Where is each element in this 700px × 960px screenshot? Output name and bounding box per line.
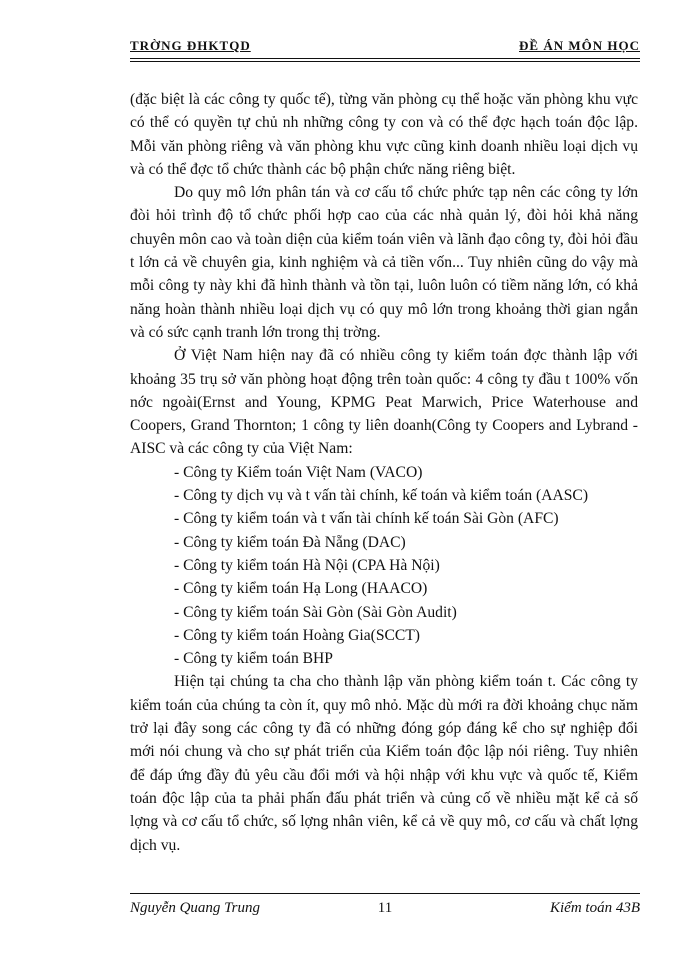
company-list <box>130 461 638 671</box>
list-item: - Công ty kiểm toán Hoàng Gia(SCCT) <box>174 626 421 644</box>
paragraph-1: (đặc biệt là các công ty quốc tế), từng văn phòng cụ thể hoặc văn phòng khu vực có thể có quyền tự chủ nh những công ty con và có thể đợc hạch toán độc lập. Mỗi văn phòng riêng và văn phòng khu vực cũng kinh doanh nhiều loại dịch vụ và có thể đợc tổ chức thành các bộ phận chức năng riêng biệt. <box>130 91 638 178</box>
list-item: - Công ty kiểm toán Hạ Long (HAACO) <box>174 580 428 598</box>
list-item: - Công ty kiểm toán Đà Nẵng (DAC) <box>174 533 406 551</box>
list-item: - Công ty dịch vụ và t vấn tài chính, kế toán và kiểm toán (AASC) <box>174 487 589 505</box>
list-item: - Công ty Kiểm toán Việt Nam (VACO) <box>174 463 423 481</box>
document-body <box>130 88 638 857</box>
list-item: - Công ty kiểm toán BHP <box>174 650 333 668</box>
list-item: - Công ty kiểm toán Sài Gòn (Sài Gòn Audit) <box>174 603 457 621</box>
page-header <box>130 38 640 60</box>
paragraph-2: Do quy mô lớn phân tán và cơ cấu tổ chức phức tạp nên các công ty lớn đòi hỏi trình độ tổ chức phối hợp cao của các nhà quản lý, đòi hỏi khả năng chuyên môn cao và toàn diện của kiểm toán viên và lãnh đạo công ty, đòi hỏi đầu t lớn cả về chuyên gia, kinh nghiệm và cả tiền vốn... Tuy nhiên cũng do vậy mà mỗi công ty này khi đã hình thành và tồn tại, luôn luôn có tiềm năng lớn, có khả năng hoàn thành nhiều loại dịch vụ có quy mô lớn trong khoảng thời gian ngắn và có sức cạnh tranh lớn trong thị trờng. <box>130 184 638 341</box>
header-rule <box>130 58 640 62</box>
page-number: 11 <box>377 900 393 916</box>
footer-class: Kiểm toán 43B <box>550 900 640 916</box>
header-school: TRỜNG ĐHKTQD <box>130 38 251 53</box>
footer-author: Nguyễn Quang Trung <box>130 900 261 916</box>
paragraph-3: Ở Việt Nam hiện nay đã có nhiều công ty kiểm toán đợc thành lập với khoảng 35 trụ sở văn phòng hoạt động trên toàn quốc: 4 công ty đầu t 100% vốn nớc ngoài(Ernst and Young, KPMG Peat Marwich, Price Waterhouse and Coopers, Grand Thornton; 1 công ty liên doanh(Công ty Coopers and Lybrand - AISC và các công ty của Việt Nam: <box>130 347 638 458</box>
header-title: ĐỀ ÁN MÔN HỌC <box>519 38 640 53</box>
page-footer <box>130 900 640 924</box>
list-item: - Công ty kiểm toán và t vấn tài chính kế toán Sài Gòn (AFC) <box>174 510 559 528</box>
paragraph-4: Hiện tại chúng ta cha cho thành lập văn phòng kiểm toán t. Các công ty kiểm toán của chúng ta còn ít, quy mô nhỏ. Mặc dù mới ra đời khoảng chục năm trở lại đây song các công ty đã có những đóng góp đáng kể cho sự nghiệp đổi mới nói chung và cho sự phát triển của Kiểm toán độc lập nói riêng. Tuy nhiên để đáp ứng đầy đủ yêu cầu đổi mới và hội nhập với khu vực và quốc tế, Kiểm toán độc lập của ta phải phấn đấu phát triển và củng cố về nhiều mặt kể cả số lợng và cơ cấu tổ chức, số lợng nhân viên, kể cả về quy mô, cơ cấu và chất lợng dịch vụ. <box>130 673 638 854</box>
list-item: - Công ty kiểm toán Hà Nội (CPA Hà Nội) <box>174 556 440 574</box>
footer-rule <box>130 893 640 894</box>
